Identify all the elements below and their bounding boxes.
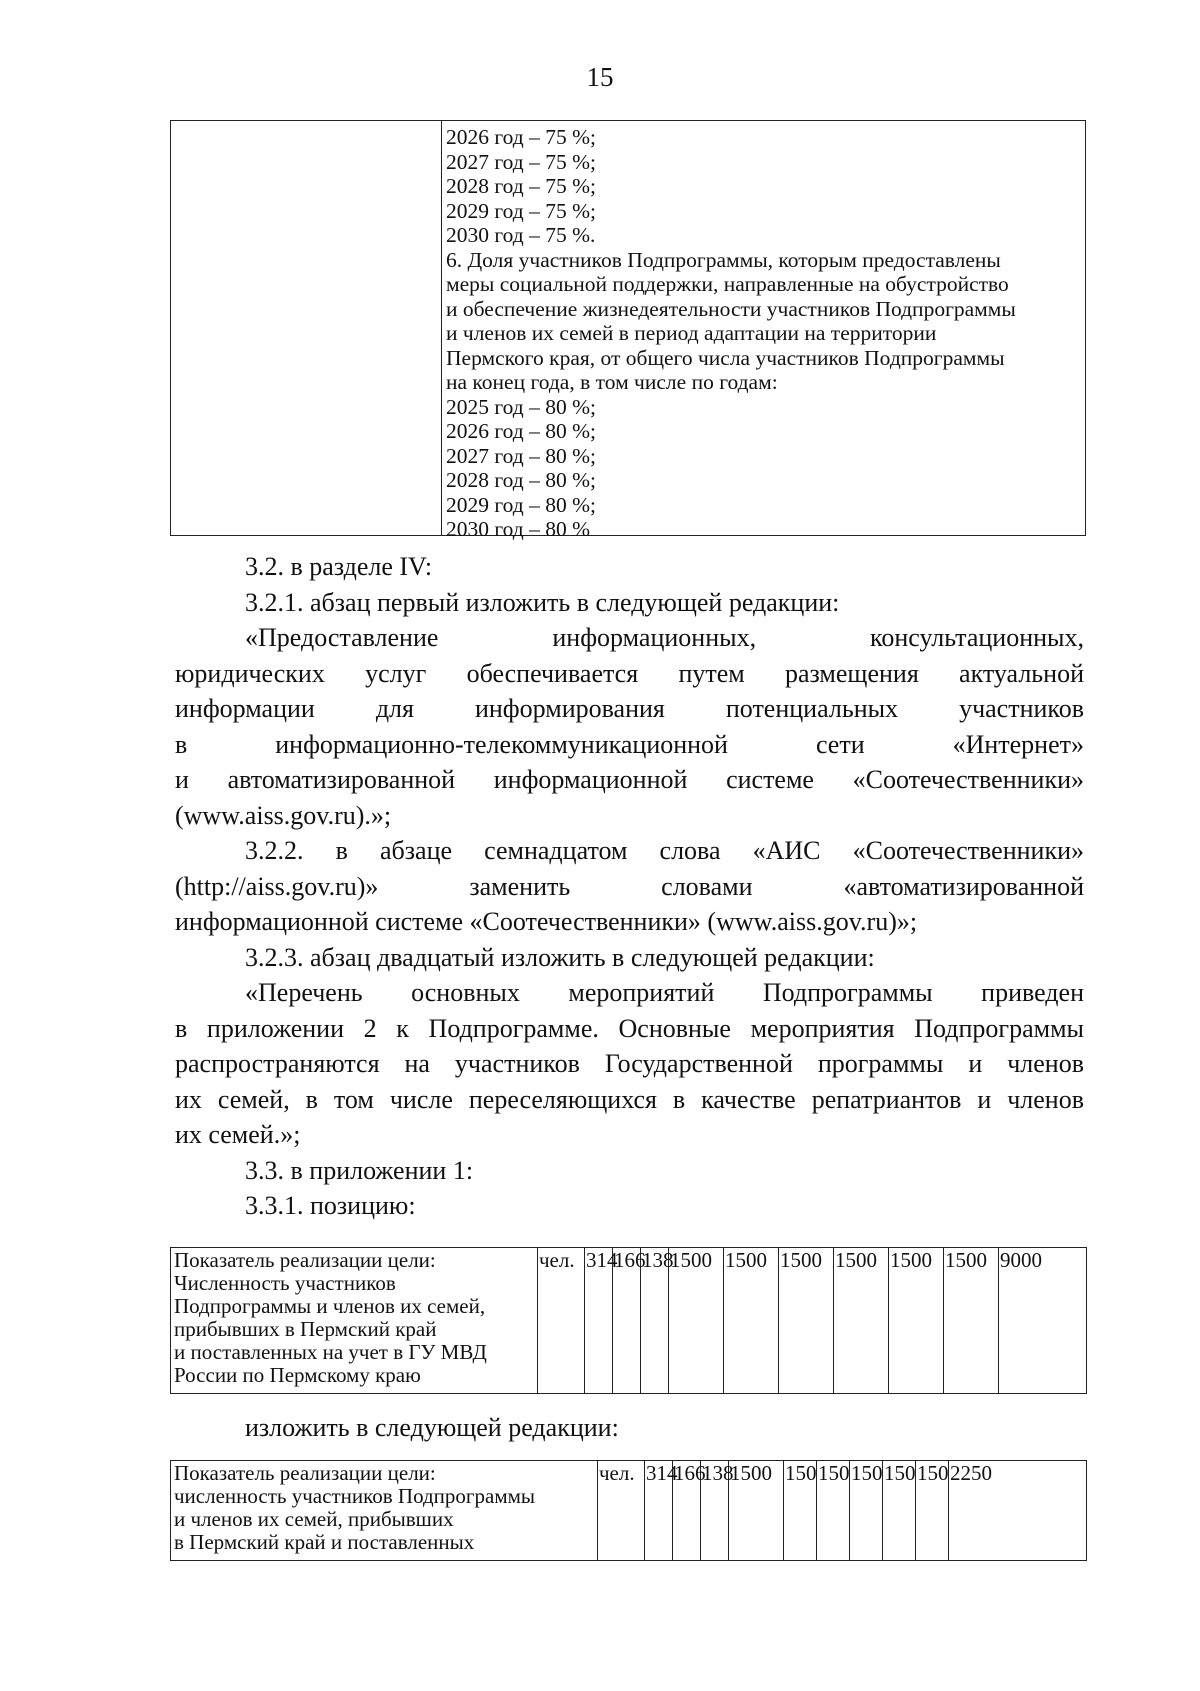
target-line: 2025 год – 80 %; xyxy=(446,394,596,419)
paragraph-line: распространяются на участников Государственной программы и членов xyxy=(175,1049,1084,1078)
indicator-label-cell xyxy=(171,1461,598,1561)
target-line: 2028 год – 80 %; xyxy=(446,468,596,492)
target-line: 2027 год – 80 %; xyxy=(446,443,596,468)
clause-3-2-2: 3.2.2. в абзаце семнадцатом слова «АИС «Соотечественники» xyxy=(245,836,1084,865)
targets-table-empty-cell xyxy=(171,121,442,535)
targets-table-continuation xyxy=(170,120,1086,541)
value-cell: 150 xyxy=(883,1461,916,1561)
indicator-label-line: в Пермский край и поставленных xyxy=(174,1530,475,1554)
paragraph-line: их семей.»; xyxy=(175,1120,301,1149)
value-cell: 1500 xyxy=(834,1248,889,1394)
value-cell: 150 xyxy=(817,1461,850,1561)
paragraph-line: информационной системе «Соотечественники» (www.aiss.gov.ru)»; xyxy=(175,907,918,936)
paragraph-line: «Предоставление информационных, консультационных, xyxy=(245,623,1084,652)
value-cell: 150 xyxy=(784,1461,817,1561)
value-cell: 166 xyxy=(673,1461,701,1561)
restate-heading: изложить в следующей редакции: xyxy=(245,1413,619,1442)
value-cell: 314 xyxy=(645,1461,673,1561)
target-line: 2030 год – 75 %. xyxy=(446,223,596,247)
indicator-label-cell xyxy=(171,1248,538,1394)
value-cell: 1500 xyxy=(779,1248,834,1394)
unit-cell: чел. xyxy=(538,1248,585,1394)
value-cell: 1500 xyxy=(724,1248,779,1394)
target-line: и обеспечение жизнедеятельности участников Подпрограммы xyxy=(446,296,1016,321)
value-cell: 138 xyxy=(641,1248,669,1394)
indicator-table-old xyxy=(170,1247,1087,1394)
target-line: 2030 год – 80 % xyxy=(446,517,591,541)
target-line: 2027 год – 75 %; xyxy=(446,149,596,174)
target-line: 2029 год – 75 %; xyxy=(446,198,596,223)
value-cell: 1500 xyxy=(889,1248,944,1394)
clause-3-2-1: 3.2.1. абзац первый изложить в следующей редакции: xyxy=(245,587,840,617)
target-line: на конец года, в том числе по годам: xyxy=(446,370,778,394)
value-cell: 2250 xyxy=(949,1461,1087,1561)
clause-3-2-3: 3.2.3. абзац двадцатый изложить в следующей редакции: xyxy=(245,942,875,972)
indicator-label-line: численность участников Подпрограммы xyxy=(174,1484,536,1508)
indicator-label-line: прибывших в Пермский край xyxy=(174,1317,437,1341)
indicator-table-new xyxy=(170,1460,1087,1561)
amendment-text xyxy=(175,549,1084,1224)
clause-3-2: 3.2. в разделе IV: xyxy=(245,552,433,581)
paragraph-line: и автоматизированной информационной системе «Соотечественники» xyxy=(175,765,1084,794)
page-number: 15 xyxy=(586,62,614,92)
value-cell: 150 xyxy=(850,1461,883,1561)
indicator-label-line: Численность участников xyxy=(174,1271,396,1295)
value-cell: 9000 xyxy=(999,1248,1087,1394)
paragraph-line: (http://aiss.gov.ru)» заменить словами «автоматизированной xyxy=(175,871,1084,901)
indicator-label-line: Подпрограммы и членов их семей, xyxy=(174,1294,486,1318)
paragraph-line: (www.aiss.gov.ru).»; xyxy=(175,800,392,830)
indicator-label-line: Показатель реализации цели: xyxy=(174,1248,436,1272)
target-line: 2026 год – 80 %; xyxy=(446,419,596,443)
paragraph-line: «Перечень основных мероприятий Подпрограммы приведен xyxy=(245,978,1084,1007)
value-cell: 138 xyxy=(701,1461,729,1561)
value-cell: 166 xyxy=(613,1248,641,1394)
paragraph-line: юридических услуг обеспечивается путем размещения актуальной xyxy=(175,658,1084,688)
value-cell: 150 xyxy=(916,1461,949,1561)
value-cell: 1500 xyxy=(729,1461,784,1561)
indicator-label-line: России по Пермскому краю xyxy=(174,1363,421,1387)
paragraph-line: информации для информирования потенциальных участников xyxy=(175,694,1084,723)
unit-cell: чел. xyxy=(598,1461,645,1561)
value-cell: 1500 xyxy=(669,1248,724,1394)
target-line: 2026 год – 75 %; xyxy=(446,125,596,149)
target-line: меры социальной поддержки, направленные на обустройство xyxy=(446,272,1009,296)
paragraph-line: в информационно-телекоммуникационной сети «Интернет» xyxy=(175,729,1084,759)
value-cell: 314 xyxy=(585,1248,613,1394)
indicator-label-line: и поставленных на учет в ГУ МВД xyxy=(174,1340,487,1364)
clause-3-3: 3.3. в приложении 1: xyxy=(245,1155,474,1185)
target-line: 2029 год – 80 %; xyxy=(446,492,596,517)
value-cell: 1500 xyxy=(944,1248,999,1394)
indicator-label-line: Показатель реализации цели: xyxy=(174,1461,436,1485)
target-line: 2028 год – 75 %; xyxy=(446,174,596,198)
target-line: и членов их семей в период адаптации на территории xyxy=(446,321,937,345)
paragraph-line: их семей, в том числе переселяющихся в качестве репатриантов и членов xyxy=(175,1084,1084,1114)
paragraph-line: в приложении 2 к Подпрограмме. Основные мероприятия Подпрограммы xyxy=(175,1013,1084,1043)
target-line: 6. Доля участников Подпрограммы, которым предоставлены xyxy=(446,247,1001,272)
clause-3-3-1: 3.3.1. позицию: xyxy=(245,1191,416,1220)
indicator-label-line: и членов их семей, прибывших xyxy=(174,1507,454,1531)
target-line: Пермского края, от общего числа участников Подпрограммы xyxy=(446,345,1005,370)
targets-table-values-cell xyxy=(442,121,1085,541)
